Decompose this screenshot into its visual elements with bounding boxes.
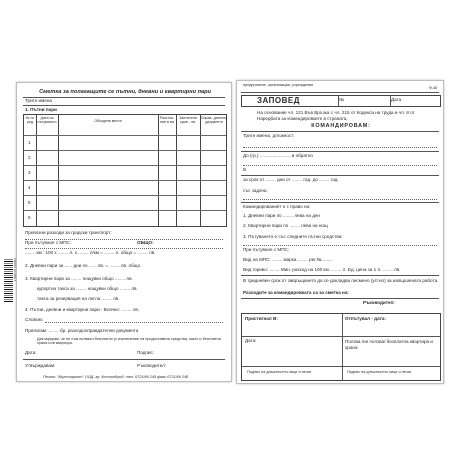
row-number: 4 [28,185,31,190]
daily-allowance-line: 1. Дневни пари по ........ лева на ден [243,213,320,218]
departed-label: Отпътувал - дата: [345,316,386,321]
table-header: № по ред [25,116,35,124]
mps-label: При пътуване с МПС: [25,240,72,245]
divider [242,366,440,367]
table-row [24,150,226,151]
transport-means-label: 3. Пътуването е със следните пътни средства: [243,234,343,239]
official-signature-label: Подпис на длъжностно лице и печат [347,370,412,374]
row-number: 5 [28,200,31,205]
divider [23,97,225,98]
official-signature-label: Подпис на длъжностно лице и печат [247,370,312,374]
fill-line [243,147,437,148]
row-number: 6 [28,215,31,220]
divider [342,314,343,381]
arrived-label: Пристигнал В: [245,316,278,321]
order-date-label: Дата [391,97,402,102]
three-names-label: Трите имена [25,98,52,103]
barcode-number: 3 800175 210384 [13,258,17,282]
order-number-label: № [339,97,344,102]
signature-label: Подпис: [137,350,155,355]
table-row [24,135,226,136]
sum-line: 4. Пътни, дневни и квартирни пари - Всичко: ........ лв. [25,307,140,312]
divider [241,131,439,132]
divider [241,202,439,203]
expenses-label: Разходите за командировката са за сметка на: [243,290,349,295]
table-row [24,210,226,211]
in-label: В [243,167,247,172]
manager-label: Ръководител: [363,300,395,305]
table-header: Разстоя- ние в км [159,116,175,124]
lodging-money-line: 3. Квартирни пари за ........ нощувки общо ........ лв. [25,276,133,281]
attachments-line: Прилагам: ........ бр. разходооправдателни документа [25,328,139,333]
table-header: Оправ- дателни документи [200,116,228,124]
table-row [24,165,226,166]
free-lodging-label: Ползва /не ползва/ безплатна квартира и храна [345,339,433,350]
resort-tax-line: курортна такса за ........ нощувки общо ........ лв. [37,286,138,291]
destination-line: До (гр.) ........................ и обратно [243,153,313,158]
fill-line [243,245,437,246]
fill-line [45,322,223,323]
names-position-label: Трите имена, длъжност: [243,133,295,138]
reservation-tax-line: такса за резервация на легла ........ лв. [37,296,120,301]
commanded-heading: КОМАНДИРОВАМ: [311,123,371,129]
task-label: със задача: [243,188,268,193]
table-row [24,195,226,196]
divider [23,359,225,360]
divider [241,92,439,93]
vehicle-line: Вид на МПС: ........ марка ........ рег.№ ........ [243,257,334,262]
divider [241,151,439,152]
fill-line [25,248,223,249]
divider [241,298,439,299]
travel-order-page [236,80,444,384]
total-label: ОБЩО: [137,240,154,245]
approved-label: Утвърждавам: [25,363,56,368]
table-header: Заплатени суми - лв. [179,116,197,124]
printer-imprint: Печат: "Мултипринт" ООД, гр. Костинброд, тел. 0721/66 245 факс 0721/66 248 [43,375,189,379]
row-number: 1 [28,140,31,145]
expense-report-title: Сметка за полагащите се пътни, дневни и квартирни пари [39,89,211,95]
enterprise-label: предприятие, организация, учреждение [243,83,314,87]
km-line: ........ км : 100 x ........ л. x ........ л/км = ........ л. общо = ........ лв. [25,250,156,255]
date-label: Дата: [245,338,257,343]
travel-money-heading: 1. Пътни пари [25,107,57,112]
table-row [24,180,226,181]
fuel-line: Вид гориво: ........ Мин. разход на 100 км. ........ л. Ед. цена за 1 л. ........ лв. [243,267,401,272]
fill-line [243,165,437,166]
travel-expense-table [23,114,227,227]
fill-line [243,199,437,200]
order-title: ЗАПОВЕД [257,96,300,105]
table-header: Обходени места [94,119,122,123]
city-transport-label: Превозни разходи за градски транспорт: [25,230,112,235]
form-code: Ф-46 [429,86,438,90]
table-header: Дата на пътуването [37,116,57,124]
in-words-label: Словом: [25,317,43,322]
entitled-label: Командированият е с право на: [243,204,311,209]
period-line: за срок от ........ дни от ........ год. до ........ год. [243,177,339,182]
expense-report-page [16,82,232,382]
divider [241,175,439,176]
declaration-text: Декларирам, че не съм ползвал безплатно (с изключение на предоставени средства, както и безплатна храна или квартира. [37,337,221,346]
row-number: 2 [28,155,31,160]
row-number: 3 [28,170,31,175]
mps-label: При пътуване с МПС: [243,247,290,252]
date-label: Дата: [25,350,37,355]
lodging-allowance-line: 2. Квартирни пари по ........ лева на нощ [243,223,328,228]
divider [242,336,440,337]
daily-money-line: 2. Дневни пари за ...... дни по ...... лв. = ........ лв. общо [25,263,141,268]
report-instruction: В тридневен срок от завръщането да се докладва писмено (устно) за извършената работа. [243,278,439,283]
divider [241,275,439,276]
barcode-image [4,258,13,302]
divider [23,105,225,106]
legal-basis-text: На основание чл. 121 Във Връзка с чл. 215 от Кодекса на труда и чл. 8 от Наредбата за командировките в страната, [257,110,415,121]
manager-label: Ръководител: [137,363,167,368]
